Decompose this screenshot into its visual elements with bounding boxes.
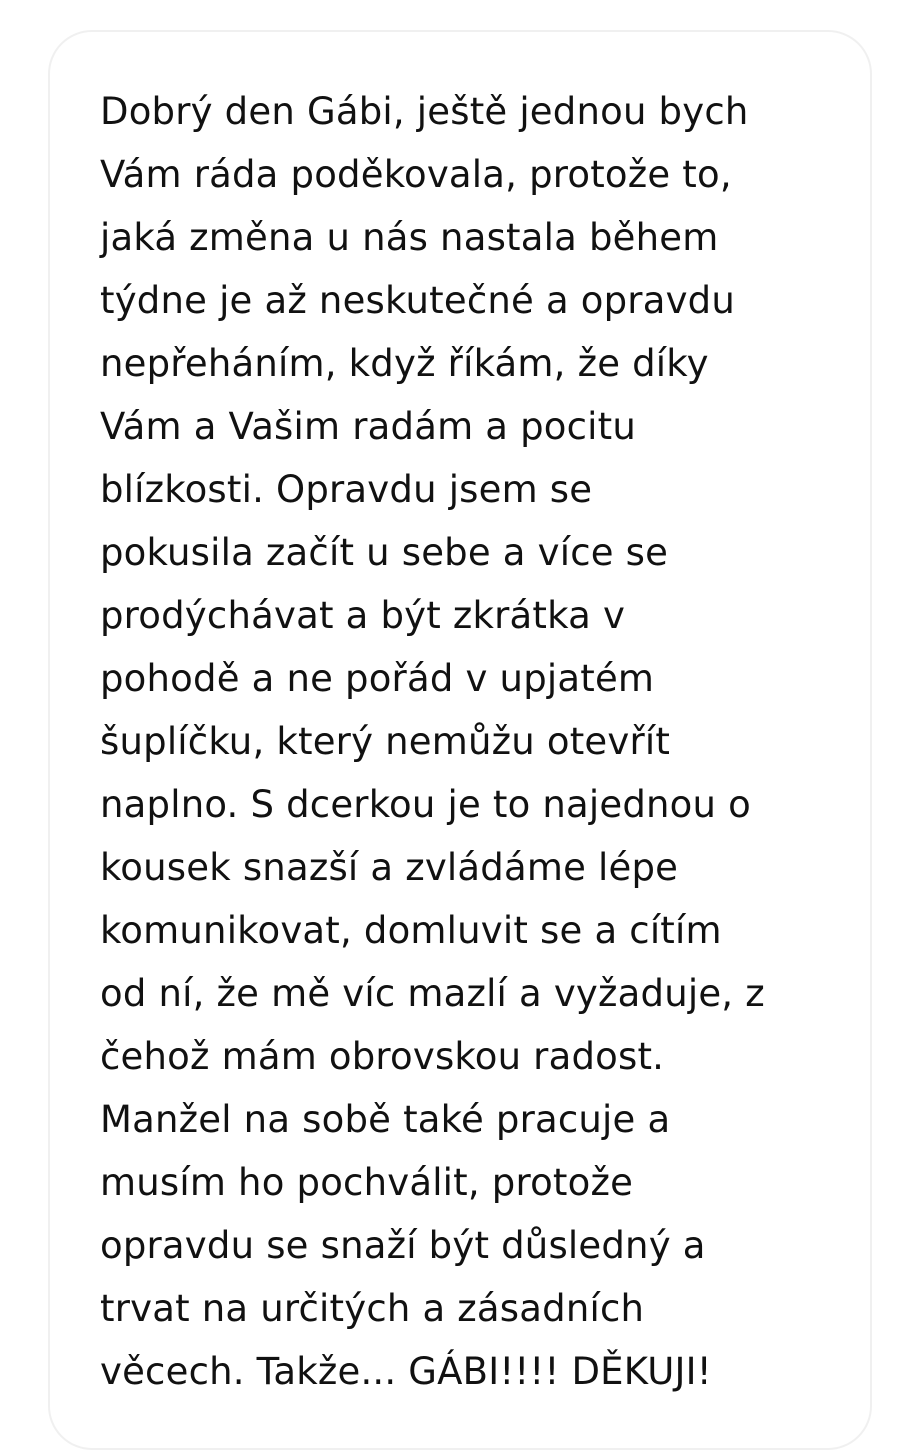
testimonial-line: od ní, že mě víc mazlí a vyžaduje, z: [100, 972, 765, 1015]
testimonial-line: týdne je až neskutečné a opravdu: [100, 279, 736, 322]
testimonial-line: Dobrý den Gábi, ještě jednou bych: [100, 90, 749, 133]
testimonial-line: prodýchávat a být zkrátka v: [100, 594, 626, 637]
testimonial-line: Vám ráda poděkovala, protože to,: [100, 153, 732, 196]
testimonial-line: pohodě a ne pořád v upjatém: [100, 657, 655, 700]
testimonial-line: čehož mám obrovskou radost.: [100, 1035, 665, 1078]
testimonial-line: trvat na určitých a zásadních: [100, 1287, 645, 1330]
testimonial-line: Manžel na sobě také pracuje a: [100, 1098, 671, 1141]
testimonial-line: blízkosti. Opravdu jsem se: [100, 468, 593, 511]
testimonial-line: jaká změna u nás nastala během: [100, 216, 719, 259]
testimonial-line: musím ho pochválit, protože: [100, 1161, 634, 1204]
testimonial-line: opravdu se snaží být důsledný a: [100, 1224, 706, 1267]
testimonial-line: naplno. S dcerkou je to najednou o: [100, 783, 751, 826]
testimonial-line: pokusila začít u sebe a více se: [100, 531, 669, 574]
testimonial-line: věcech. Takže... GÁBI!!!! DĚKUJI!: [100, 1350, 712, 1393]
testimonial-line: komunikovat, domluvit se a cítím: [100, 909, 722, 952]
testimonial-line: kousek snazší a zvládáme lépe: [100, 846, 679, 889]
testimonial-text: [100, 80, 860, 1403]
testimonial-line: šuplíčku, který nemůžu otevřít: [100, 720, 671, 763]
testimonial-line: Vám a Vašim radám a pocitu: [100, 405, 637, 448]
testimonial-line: nepřeháním, když říkám, že díky: [100, 342, 709, 385]
